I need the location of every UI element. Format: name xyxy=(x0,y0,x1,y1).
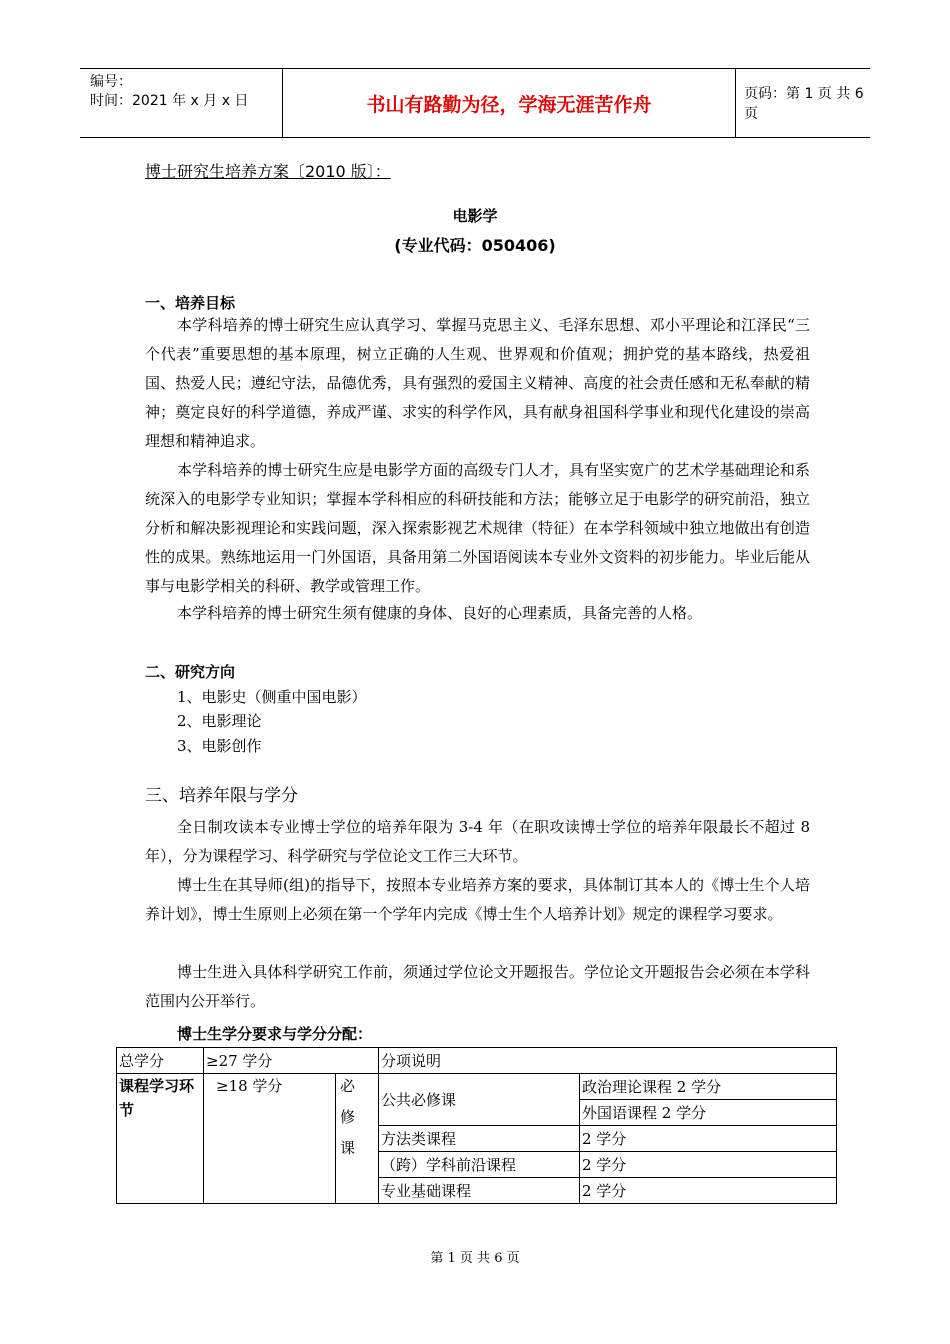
total-label-cell: 总学分 xyxy=(117,1048,204,1074)
course-cell: 公共必修课 xyxy=(379,1074,580,1126)
research-direction-item: 3、电影创作 xyxy=(177,737,262,755)
section3-paragraph: 博士生进入具体科学研究工作前，须通过学位论文开题报告。学位论文开题报告会必须在本学科范围内公开举行。 xyxy=(145,963,810,1010)
required-label-cell xyxy=(336,1074,379,1204)
credit-cell: 2 学分 xyxy=(580,1126,837,1152)
major-code: (专业代码：050406) xyxy=(394,236,556,255)
document-title: 博士研究生培养方案〔2010 版〕： xyxy=(145,162,391,181)
stage-credit-cell: ≥18 学分 xyxy=(204,1074,336,1204)
course-cell: 方法类课程 xyxy=(379,1126,580,1152)
table-row xyxy=(117,1048,837,1074)
section2-heading: 二、研究方向 xyxy=(145,663,236,681)
stage-label-cell: 课程学习环节 xyxy=(117,1074,204,1204)
major-name: 电影学 xyxy=(452,207,498,225)
required-char: 课 xyxy=(340,1139,356,1157)
section3-paragraph: 全日制攻读本专业博士学位的培养年限为 3-4 年（在职攻读博士学位的培养年限最长不超过 8 年），分为课程学习、科学研究与学位论文工作三大环节。 xyxy=(145,818,810,865)
desc-header-cell: 分项说明 xyxy=(379,1048,837,1074)
credit-cell: 2 学分 xyxy=(580,1152,837,1178)
total-value-cell: ≥27 学分 xyxy=(204,1048,379,1074)
section3-heading: 三、培养年限与学分 xyxy=(145,786,298,806)
number-label: 编号： xyxy=(90,74,132,90)
section1-paragraph: 本学科培养的博士研究生应是电影学方面的高级专门人才，具有坚实宽广的艺术学基础理论和系统深入的电影学专业知识；掌握本学科相应的科研技能和方法；能够立足于电影学的研究前沿，独立分析和解决影视理论和实践问题，深入探索影视艺术规律（特征）在本学科领域中独立地做出有创造性的成果。熟练地运用一门外国语，具备用第二外国语阅读本专业外文资料的初步能力。毕业后能从事与电影学相关的科研、教学或管理工作。 xyxy=(145,461,810,595)
course-cell: （跨）学科前沿课程 xyxy=(379,1152,580,1178)
research-direction-item: 2、电影理论 xyxy=(177,712,262,730)
date-label: 时间：2021 年 x 月 x 日 xyxy=(90,93,249,109)
header-meta xyxy=(80,69,283,137)
table-caption: 博士生学分要求与学分分配： xyxy=(177,1025,373,1043)
section3-paragraph: 博士生在其导师(组)的指导下，按照本专业培养方案的要求，具体制订其本人的《博士生个人培养计划》，博士生原则上必须在第一个学年内完成《博士生个人培养计划》规定的课程学习要求。 xyxy=(145,876,810,923)
header-page-label: 页码：第 1 页 共 6 页 xyxy=(744,86,864,122)
research-direction-item: 1、电影史（侧重中国电影） xyxy=(177,688,367,706)
page-header xyxy=(80,68,870,138)
course-cell: 专业基础课程 xyxy=(379,1178,580,1204)
table-row xyxy=(117,1074,837,1100)
page-footer: 第 1 页 共 6 页 xyxy=(430,1251,520,1266)
section1-paragraph: 本学科培养的博士研究生须有健康的身体、良好的心理素质，具备完善的人格。 xyxy=(177,604,703,622)
section1-heading: 一、培养目标 xyxy=(145,294,236,312)
credit-cell: 政治理论课程 2 学分 xyxy=(580,1074,837,1100)
required-char: 修 xyxy=(340,1108,356,1126)
required-char: 必 xyxy=(340,1077,356,1095)
section1-paragraph: 本学科培养的博士研究生应认真学习、掌握马克思主义、毛泽东思想、邓小平理论和江泽民“三个代表”重要思想的基本原理，树立正确的人生观、世界观和价值观；拥护党的基本路线，热爱祖国、热爱人民；遵纪守法，品德优秀，具有强烈的爱国主义精神、高度的社会责任感和无私奉献的精神；奠定良好的科学道德，养成严谨、求实的科学作风，具有献身祖国科学事业和现代化建设的崇高理想和精神追求。 xyxy=(145,316,810,450)
credit-cell: 2 学分 xyxy=(580,1178,837,1204)
credit-table xyxy=(116,1047,837,1204)
header-motto: 书山有路勤为径，学海无涯苦作舟 xyxy=(283,69,736,137)
credit-cell: 外国语课程 2 学分 xyxy=(580,1100,837,1126)
